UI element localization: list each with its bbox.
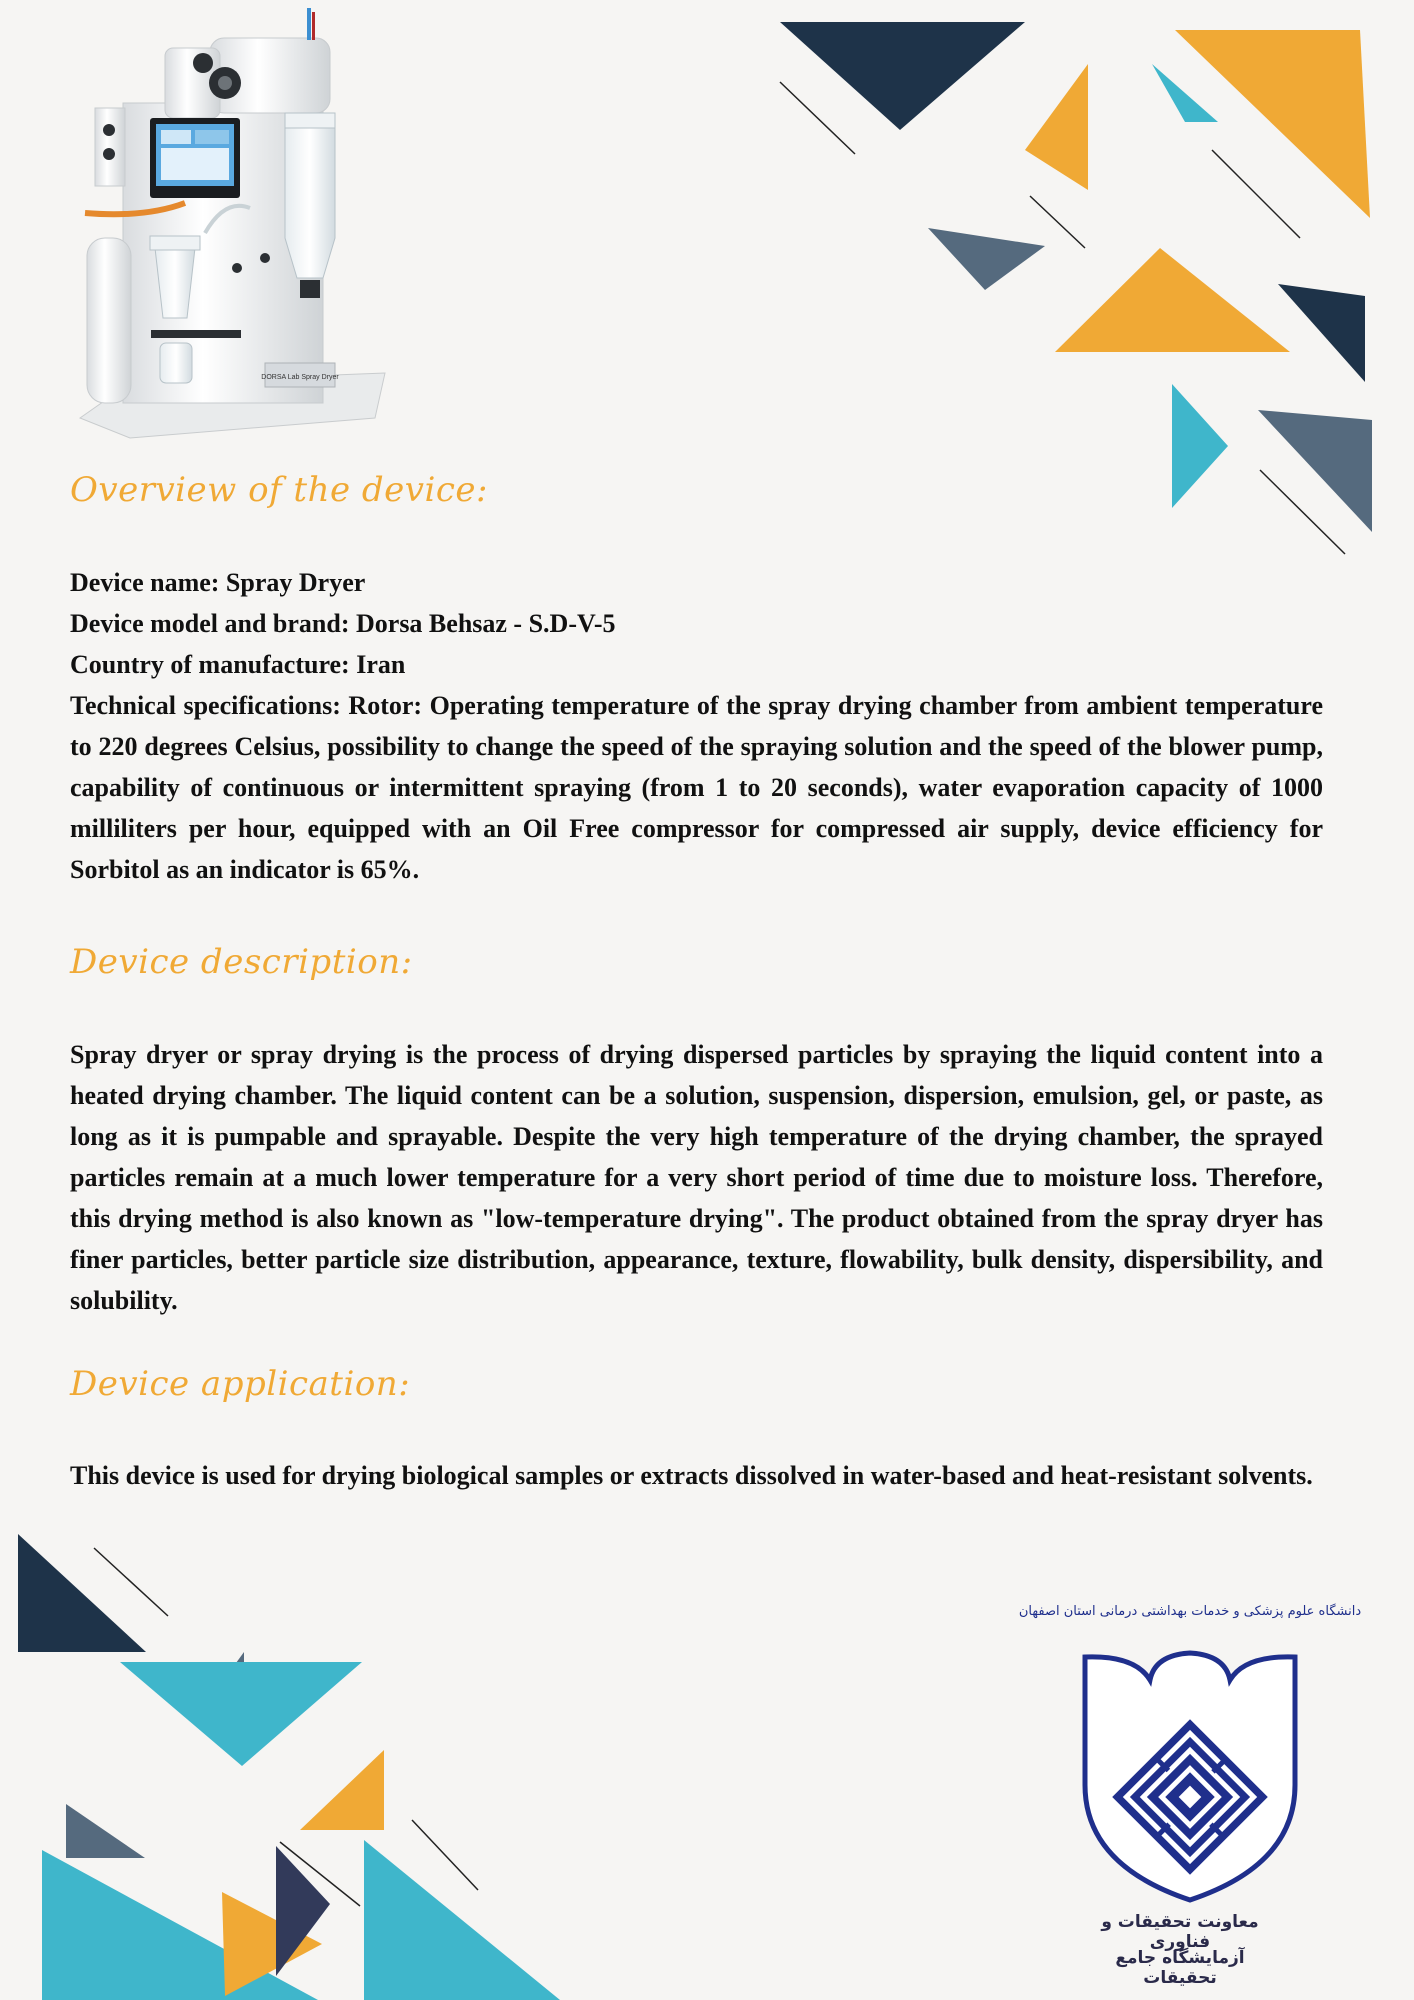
device-label-text: DORSA Lab Spray Dryer bbox=[261, 374, 339, 381]
application-heading: Device application: bbox=[70, 1364, 411, 1404]
overview-heading: Overview of the device: bbox=[70, 470, 489, 510]
technical-specs: Technical specifications: Rotor: Operating temperature of the spray drying chamber from ambient temperature to 220 degrees Celsius, possibility to change the speed of the spraying solution and the speed of the blower pump, capability of continuous or intermittent spraying (from 1 to 20 seconds), water evaporation capacity of 1000 milliliters per hour, equipped with an Oil Free compressor for compressed air supply, device efficiency for Sorbitol as an indicator is 65%. bbox=[70, 691, 1323, 884]
logo-calligraphy: دانشگاه علوم پزشکی و خدمات بهداشتی درمانی استان اصفهان bbox=[1018, 1604, 1362, 1619]
device-model-line: Device model and brand: Dorsa Behsaz - S.D-V-5 bbox=[70, 609, 616, 638]
description-heading: Device description: bbox=[70, 942, 413, 982]
description-text: Spray dryer or spray drying is the process of drying dispersed particles by spraying the liquid content into a heated drying chamber. The liquid content can be a solution, suspension, dispersion, emulsion, gel, or paste, as long as it is pumpable and sprayable. Despite the very high temperature of the drying chamber, the sprayed particles remain at a much lower temperature for a very short period of time due to moisture loss. Therefore, this drying method is also known as "low-temperature drying". The product obtained from the spray dryer has finer particles, better particle size distribution, appearance, texture, flowability, bulk density, dispersibility, and solubility. bbox=[70, 1040, 1323, 1315]
university-logo bbox=[1018, 1585, 1362, 1905]
footer-line1: معاونت تحقیقات و فناوری bbox=[1101, 1912, 1259, 1952]
bottom-left-decoration bbox=[0, 1520, 600, 2000]
spray-dryer-image bbox=[75, 8, 395, 438]
overview-block bbox=[70, 562, 1323, 890]
footer-line2: آزمایشگاه جامع تحقیقات bbox=[1115, 1948, 1245, 1988]
country-line: Country of manufacture: Iran bbox=[70, 650, 406, 679]
application-text: This device is used for drying biological samples or extracts dissolved in water-based and heat-resistant solvents. bbox=[70, 1461, 1313, 1490]
device-name-line: Device name: Spray Dryer bbox=[70, 568, 366, 597]
